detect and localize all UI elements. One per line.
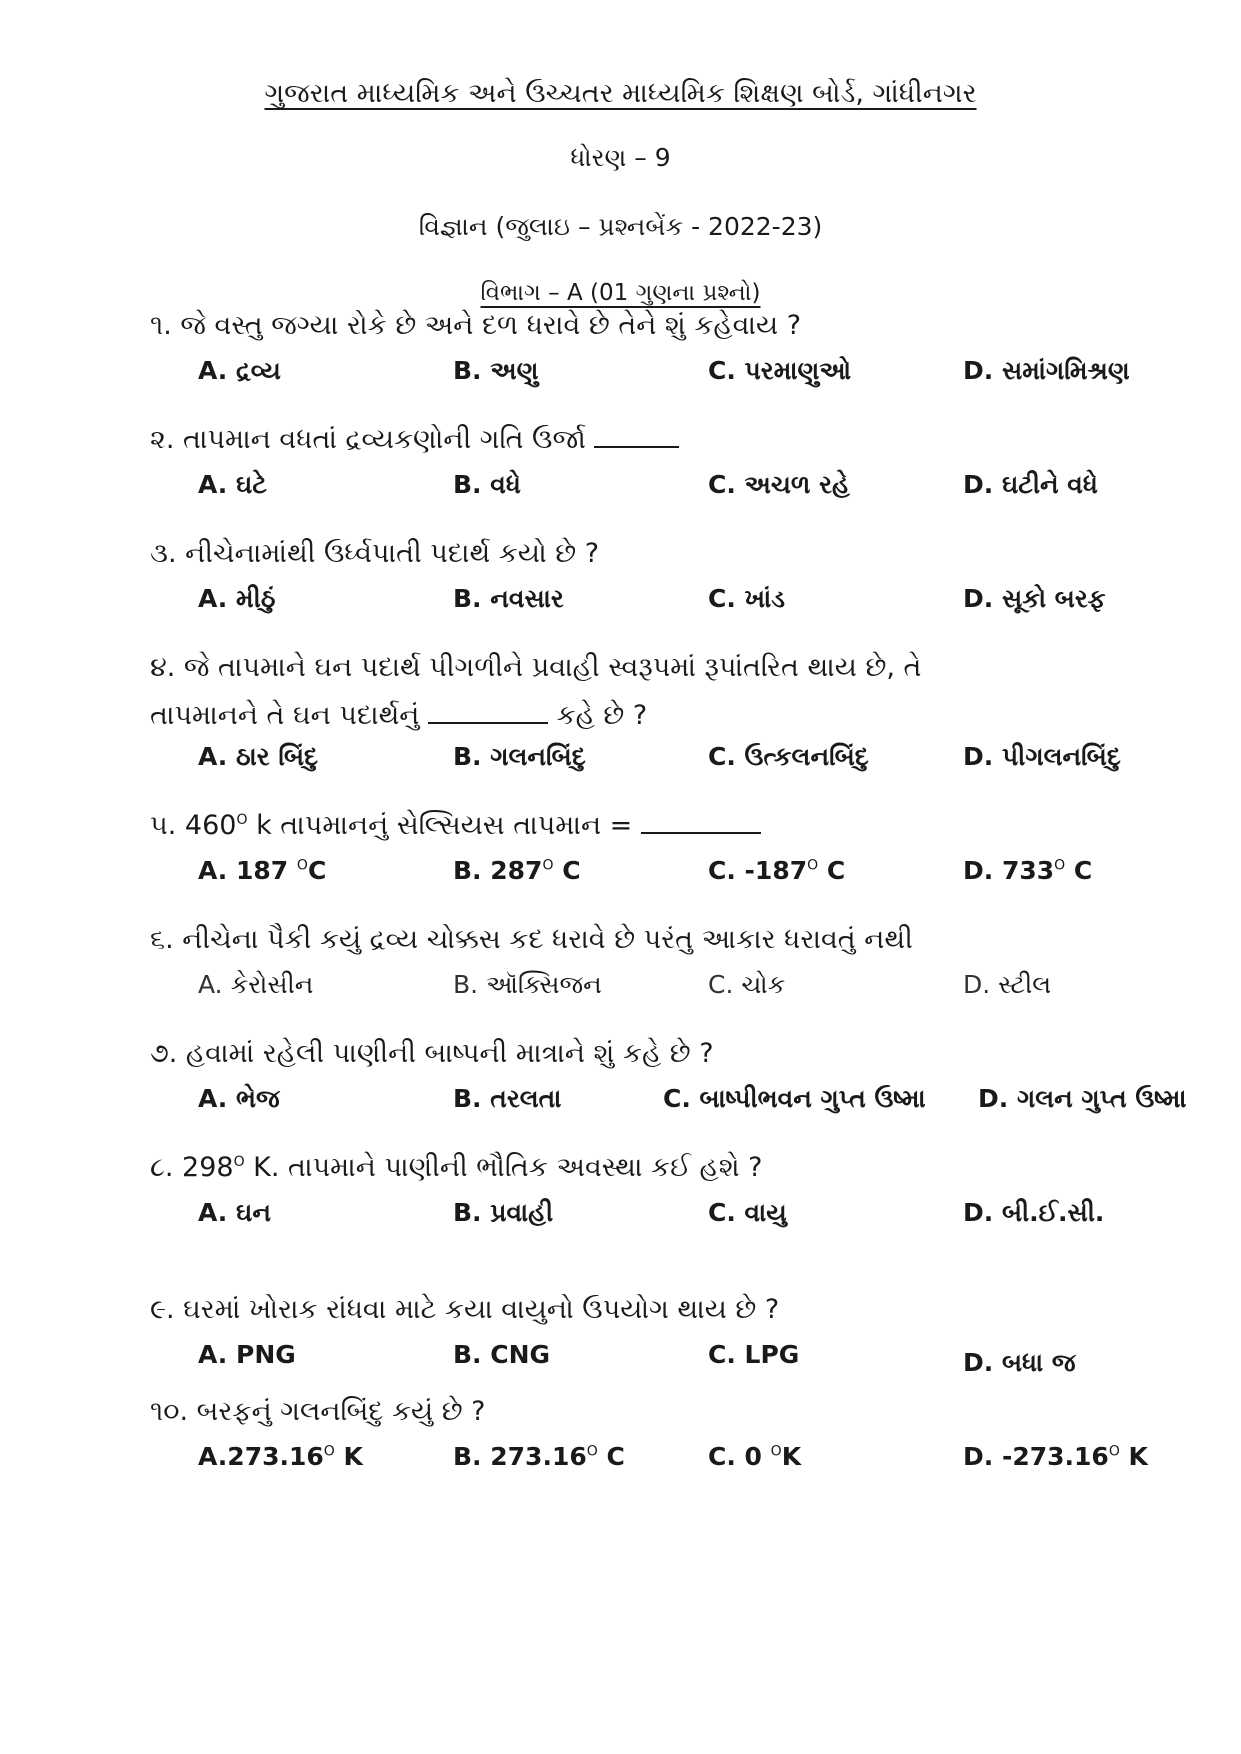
subject-label: વિજ્ઞાન (જુલાઇ – પ્રશ્નબેંક - 2022-23) (418, 212, 823, 241)
options-6 (198, 970, 1238, 1010)
question-6: ૬. નીચેના પૈકી કયું દ્રવ્ય ચોક્કસ કદ ધરાવે છે પરંતુ આકાર ધરાવતું નથી (150, 924, 913, 955)
option-d: D. પીગલનબિંદુ (963, 742, 1121, 771)
option-d: D. બી.ઈ.સી. (963, 1198, 1105, 1227)
option-c: C. ચોક (708, 970, 786, 999)
option-c: C. બાષ્પીભવન ગુપ્ત ઉષ્મા (663, 1084, 926, 1113)
answer-blank (594, 445, 679, 448)
option-d: D. $-273.16^O$ K (963, 1442, 1148, 1471)
option-b: B. નવસાર (453, 584, 564, 613)
option-d: D. ગલન ગુપ્ત ઉષ્મા (978, 1084, 1187, 1113)
option-c: C. અચળ રહે (708, 470, 850, 499)
option-b: B. ઑક્સિજન (453, 970, 602, 999)
option-d: D. ઘટીને વધે (963, 470, 1098, 499)
option-a: A. PNG (198, 1340, 296, 1369)
option-a: A. દ્રવ્ય (198, 356, 281, 385)
option-b: B. પ્રવાહી (453, 1198, 554, 1227)
board-title: ગુજરાત માધ્યમિક અને ઉચ્ચતર માધ્યમિક શિક્ષણ બોર્ડ, ગાંધીનગર (264, 78, 977, 109)
question-8: ૮. $298^O$ K. તાપમાને પાણીની ભૌતિક અવસ્થા કઈ હશે ? (150, 1152, 763, 1183)
option-b: B. તરલતા (453, 1084, 562, 1113)
options-10 (198, 1442, 1238, 1482)
standard-label: ધોરણ – 9 (570, 143, 671, 172)
answer-blank (428, 721, 548, 724)
option-c: C. પરમાણુઓ (708, 356, 852, 385)
options-9 (198, 1340, 1238, 1380)
option-d: D. સમાંગમિશ્રણ (963, 356, 1130, 385)
option-c: C. LPG (708, 1340, 800, 1369)
option-d: D. સૂકો બરફ (963, 584, 1106, 613)
question-7: ૭. હવામાં રહેલી પાણીની બાષ્પની માત્રાને શું કહે છે ? (150, 1038, 714, 1069)
option-c: C. 0 $^O$K (708, 1442, 802, 1471)
question-5: ૫. $460^O$ k તાપમાનનું સેલ્સિયસ તાપમાન = (150, 808, 1210, 843)
answer-blank (641, 831, 761, 834)
question-9: ૯. ઘરમાં ખોરાક રાંધવા માટે કયા વાયુનો ઉપયોગ થાય છે ? (150, 1294, 780, 1325)
option-b: B. વધે (453, 470, 521, 499)
option-c: C. $-187^O$ C (708, 856, 846, 885)
options-1 (198, 356, 1238, 396)
question-4: ૪. જે તાપમાને ઘન પદાર્થ પીગળીને પ્રવાહી સ્વરૂપમાં રૂપાંતરિત થાય છે, તે (150, 652, 922, 683)
option-c: C. ઉત્કલનબિંદુ (708, 742, 869, 771)
question-1: ૧. જે વસ્તુ જગ્યા રોકે છે અને દળ ધરાવે છે તેને શું કહેવાય ? (150, 310, 802, 341)
question-2: ૨. તાપમાન વધતાં દ્રવ્યકણોની ગતિ ઉર્જા (150, 422, 1210, 457)
option-b: B. CNG (453, 1340, 551, 1369)
option-a: A. મીઠું (198, 584, 276, 613)
option-b: B. $273.16^O$ C (453, 1442, 625, 1471)
option-a: A. ભેજ (198, 1084, 280, 1113)
options-3 (198, 584, 1238, 624)
option-a: $A.273.16^O$ K (198, 1442, 363, 1471)
option-b: B. અણુ (453, 356, 539, 385)
option-a: A. ઘટે (198, 470, 267, 499)
option-d: D. સ્ટીલ (963, 970, 1052, 999)
option-c: C. વાયુ (708, 1198, 787, 1227)
question-4-line-2: તાપમાનને તે ઘન પદાર્થનું કહે છે ? (150, 700, 648, 731)
option-a: A. કેરોસીન (198, 970, 314, 999)
options-4 (198, 742, 1238, 782)
option-b: B. ગલનબિંદુ (453, 742, 586, 771)
option-b: B. $287^O$ C (453, 856, 581, 885)
options-5 (198, 856, 1238, 896)
question-3: ૩. નીચેનામાંથી ઉર્ધ્વપાતી પદાર્થ કયો છે ? (150, 538, 600, 569)
option-d: D. $733^O$ C (963, 856, 1093, 885)
option-a: A. ઘન (198, 1198, 271, 1227)
section-heading: વિભાગ – A (01 ગુણના પ્રશ્નો) (480, 280, 761, 306)
options-8 (198, 1198, 1238, 1238)
option-c: C. ખાંડ (708, 584, 785, 613)
options-7 (198, 1084, 1238, 1124)
options-2 (198, 470, 1238, 510)
option-a: A. 187 $^O$C (198, 856, 327, 885)
option-d: D. બધા જ (963, 1348, 1076, 1377)
option-a: A. ઠાર બિંદુ (198, 742, 319, 771)
question-10: ૧૦. બરફનું ગલનબિંદુ કયું છે ? (150, 1396, 486, 1427)
